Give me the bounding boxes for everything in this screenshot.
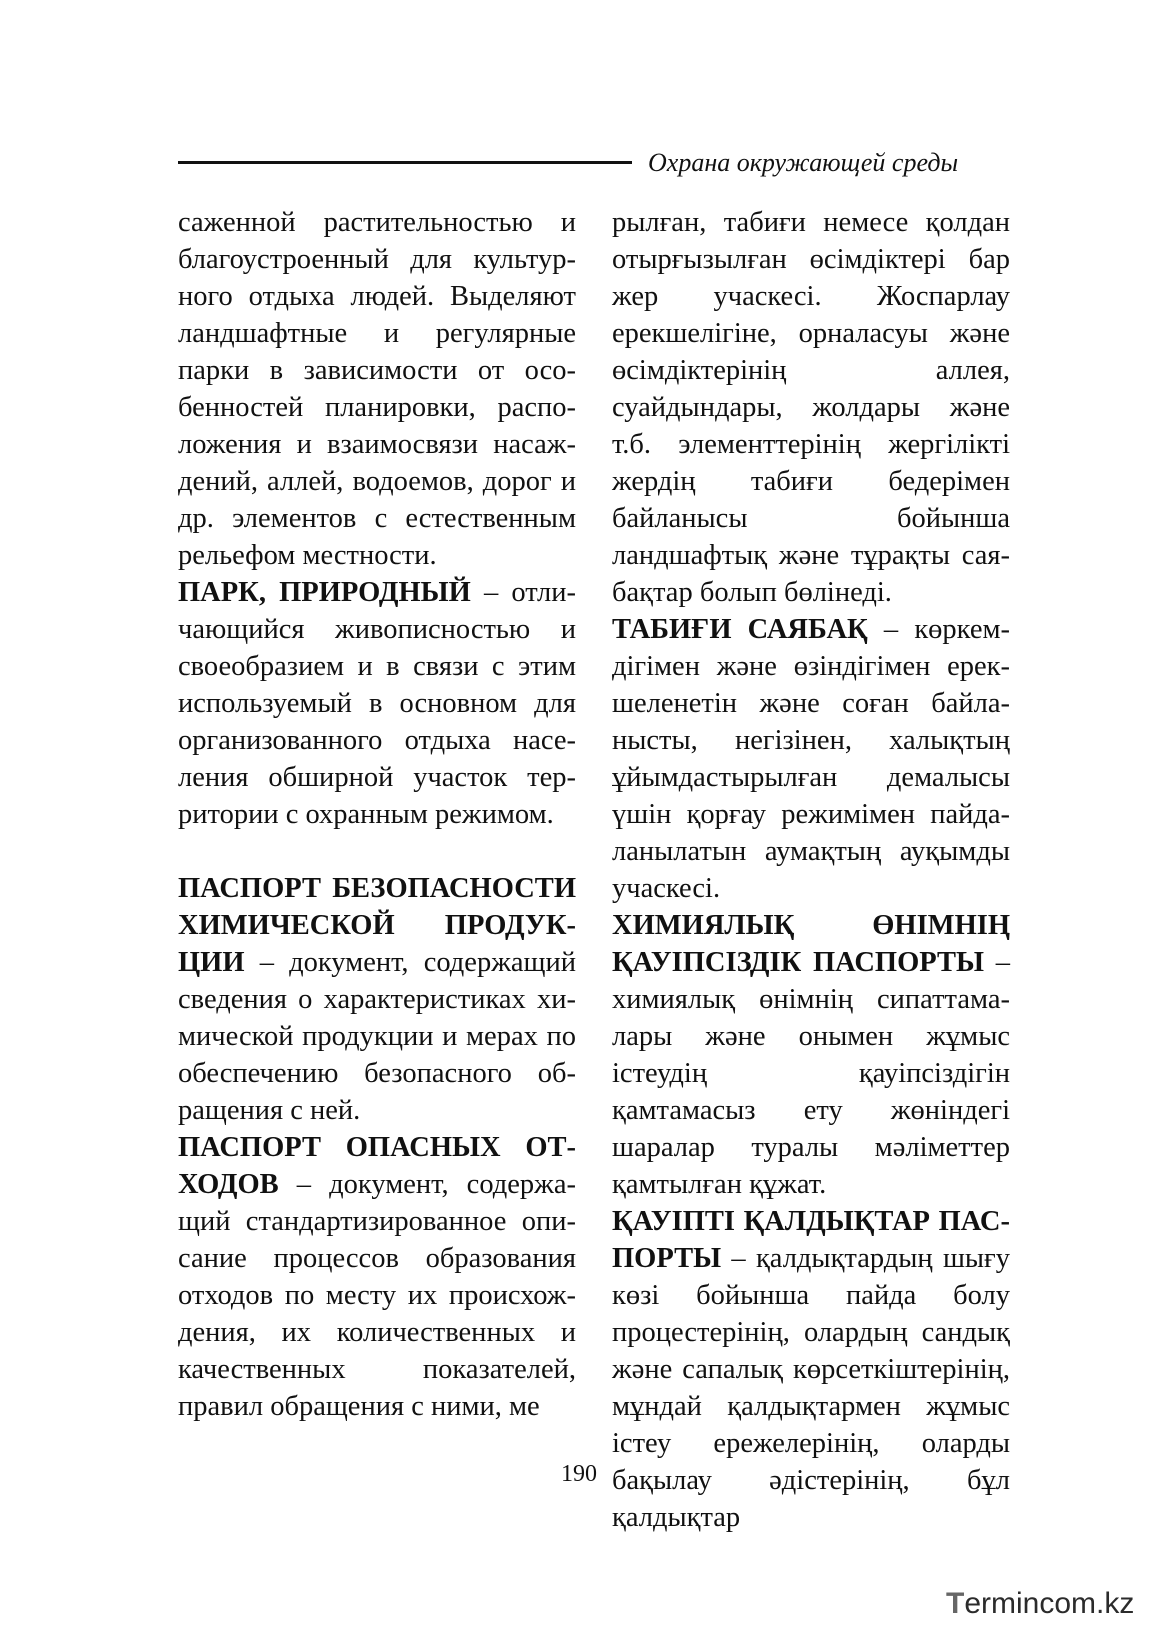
continuation-paragraph	[612, 204, 1010, 611]
continuation-paragraph	[178, 204, 576, 574]
spacer	[178, 833, 576, 870]
entry-term: ТАБИҒИ САЯБАҚ	[612, 614, 868, 645]
site-watermark	[946, 1586, 1134, 1622]
entry-definition: – документ, содержащий стандартизированное описание процессов образования отходов по месту их происхождения, их количественных и качественных показателей, правил обращения с ними, ме	[178, 1169, 576, 1422]
entry-term: ҚАУІПТІ ҚАЛДЫҚТАР ПАСПОРТЫ	[612, 1206, 1010, 1274]
entry-definition: – қалдықтардың шығу көзі бойынша пайда болу процестерінің, олардың сандық және сапалық көрсеткіштерінің, мұндай қалдықтармен жұмыс істеу ережелерінің, оларды бақылау әдістерінің, бұл қалдықтар	[612, 1243, 1010, 1533]
watermark-initial: T	[946, 1587, 965, 1620]
glossary-entry	[178, 870, 576, 1129]
entry-definition: – химиялық өнімнің сипаттамалары және онымен жұмыс істеудің қауіпсіздігін қамтамасыз ету жөніндегі шаралар туралы мәліметтер қамтылған құжат.	[612, 947, 1010, 1200]
header-rule	[178, 161, 632, 164]
entry-term: ПАСПОРТ БЕЗОПАСНОСТИ ХИМИЧЕСКОЙ ПРОДУКЦИИ	[178, 873, 576, 978]
glossary-entry	[612, 907, 1010, 1203]
entry-term: ПАРК, ПРИРОДНЫЙ	[178, 577, 471, 608]
glossary-entry	[612, 611, 1010, 907]
running-header: Охрана окружающей среды	[648, 148, 959, 177]
glossary-entry	[178, 1129, 576, 1425]
continuation-text: рылған, табиғи немесе қолдан отырғызылған өсімдіктері бар жер учаскесі. Жоспарлау ерекшелігіне, орналасуы және өсімдіктерінің аллея, суайдындары, жолдары және т.б. элементтерінің жергілікті жердің табиғи бедерімен байланысы бойынша ландшафтық және тұрақты саябақтар болып бөлінеді.	[612, 207, 1010, 608]
entry-term: ХИМИЯЛЫҚ ӨНІМНІҢ ҚАУІПСІЗДІК ПАСПОРТЫ	[612, 910, 1010, 978]
entry-term: ПАСПОРТ ОПАСНЫХ ОТХОДОВ	[178, 1132, 576, 1200]
page-number: 190	[561, 1461, 597, 1487]
entry-definition: – отличающийся живописностью и своеобразием и в связи с этим используемый в основном для организованного отдыха населения обширной участок территории с охранным режимом.	[178, 577, 576, 830]
continuation-text: саженной растительностью и благоустроенный для культурного отдыха людей. Выделяют ландшафтные и регулярные парки в зависимости от особенностей планировки, расположения и взаимосвязи насаждений, аллей, водоемов, дорог и др. элементов с естественным рельефом местности.	[178, 207, 576, 571]
watermark-text: ermincom.kz	[964, 1587, 1135, 1620]
right-column	[612, 204, 1010, 1536]
entry-definition: – көркемдігімен және өзіндігімен ерекшеленетін және соған байланысты, негізінен, халықтың ұйымдастырылған демалысы үшін қорғау режимімен пайдаланылатын аумақтың ауқымды учаскесі.	[612, 614, 1011, 904]
entry-definition: – документ, содержащий сведения о характеристиках химической продукции и мерах по обеспечению безопасного обращения с ней.	[178, 947, 576, 1126]
glossary-entry	[178, 574, 576, 833]
left-column	[178, 204, 576, 1425]
